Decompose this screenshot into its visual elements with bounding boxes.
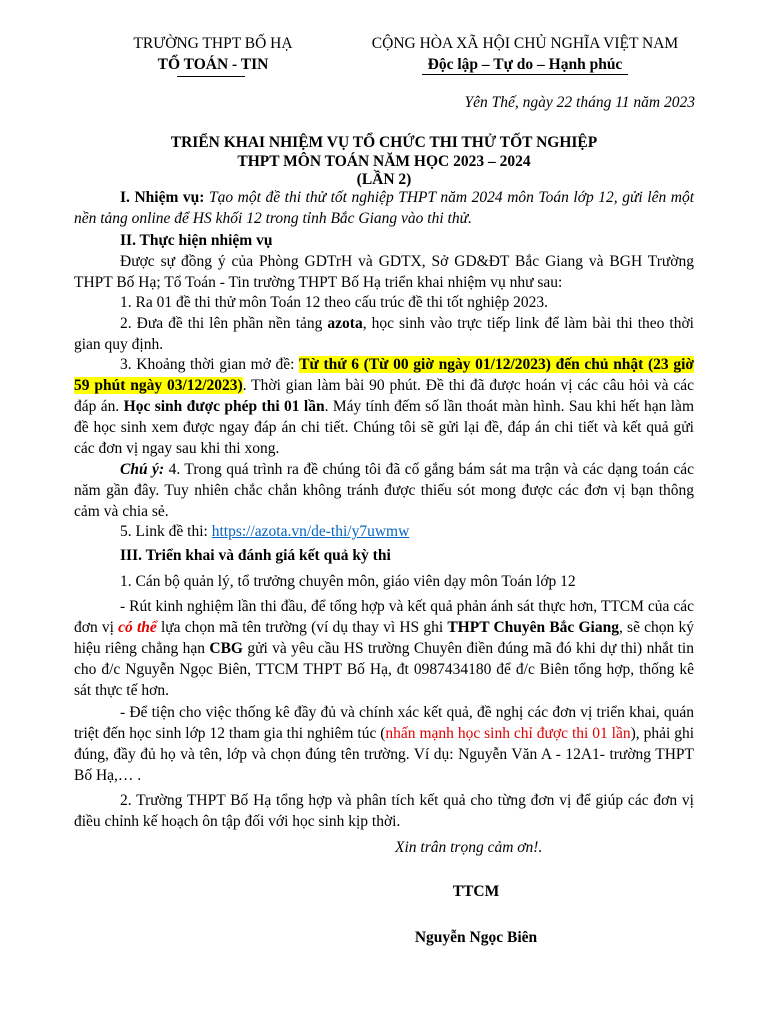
section2-item2: 2. Đưa đề thi lên phần nền tảng azota, học sinh vào trực tiếp link để làm bài thi theo thời gian quy định.: [74, 315, 694, 353]
emphasis-co-the: có thể: [118, 619, 157, 636]
section1-paragraph: [74, 187, 694, 229]
date-line: Yên Thế, ngày 22 tháng 11 năm 2023: [464, 94, 695, 111]
section2-link-line: 5. Link đề thi: https://azota.vn/de-thi/y7uwmw: [120, 523, 410, 540]
section3-paragraph2: - Để tiện cho việc thống kê đầy đủ và chính xác kết quả, đề nghị các đơn vị triển khai, quán triệt đến học sinh lớp 12 tham gia thi nghiêm túc (nhấn mạnh học sinh chỉ được thi 01 lần), phải ghi đúng, đầy đủ họ và tên, lớp và chọn đúng tên trường. Ví dụ: Nguyễn Văn A - 12A1- trường THPT Bố Hạ,… .: [74, 704, 694, 784]
doc-title-line1: TRIỂN KHAI NHIỆM VỤ TỔ CHỨC THI THỬ TỐT NGHIỆP: [170, 134, 598, 151]
department-underline: [177, 76, 245, 77]
section3-paragraph1: - Rút kinh nghiệm lần thi đầu, để tổng hợp và kết quả phản ánh sát thực hơn, TTCM của các đơn vị có thể lựa chọn mã tên trường (ví dụ thay vì HS ghi THPT Chuyên Bắc Giang, sẽ chọn ký hiệu riêng chẳng hạn CBG gửi và yêu cầu HS trường Chuyên điền đúng mã đó khi dự thi) nhắt tin cho đ/c Nguyễn Ngọc Biên, TTCM THPT Bố Hạ, đt 0987434180 để đ/c Biên tổng hợp, thống kê sát thực tế hơn.: [74, 598, 694, 699]
azota-platform: azota: [327, 315, 363, 332]
section2-item3: 3. Khoảng thời gian mở đề: Từ thứ 6 (Từ 00 giờ ngày 01/12/2023) đến chủ nhật (23 giờ 59 phút ngày 03/12/2023). Thời gian làm bài 90 phút. Đề thi đã được hoán vị các câu hỏi và các đáp án. Học sinh được phép thi 01 lần. Máy tính đếm số lần thoát màn hình. Sau khi hết hạn làm đề học sinh xem được ngay đáp án chi tiết. Chúng tôi sẽ gửi lại đề, đáp án chi tiết và kết quả gửi các đơn vị ngay sau khi thi xong.: [74, 356, 694, 457]
section3-item2: 2. Trường THPT Bố Hạ tổng hợp và phân tích kết quả cho từng đơn vị để giúp các đơn vị điều chỉnh kế hoạch ôn tập đối với học sinh kịp thời.: [74, 792, 694, 830]
section2-heading: II. Thực hiện nhiệm vụ: [120, 232, 273, 249]
exam-window-highlight: Từ thứ 6 (Từ 00 giờ ngày 01/12/2023) đến chủ nhật (23 giờ 59 phút ngày 03/12/2023): [74, 356, 694, 394]
thanks-line: Xin trân trọng cảm ơn!.: [395, 839, 543, 856]
section2-intro: Được sự đồng ý của Phòng GDTrH và GDTX, Sở GD&ĐT Bắc Giang và BGH Trường THPT Bố Hạ; Tổ Toán - Tin trường THPT Bố Hạ triển khai nhiệm vụ như sau:: [74, 253, 694, 291]
section3-heading: III. Triển khai và đánh giá kết quả kỳ thi: [120, 547, 391, 564]
signer-name: Nguyễn Ngọc Biên: [414, 929, 538, 946]
emphasis-one-attempt: nhấn mạnh học sinh chỉ được thi 01 lần: [385, 725, 631, 742]
school-name: TRƯỜNG THPT BỐ HẠ: [133, 35, 293, 52]
doc-title-line3: (LẦN 2): [356, 171, 412, 188]
nation-motto: Độc lập – Tự do – Hạnh phúc: [340, 54, 710, 75]
section2-note: Chú ý: 4. Trong quá trình ra đề chúng tôi đã cố gắng bám sát ma trận và các dạng toán các năm gần đây. Tuy nhiên chắc chắn không tránh được thiếu sót mong được các đơn vị bạn thông cảm và chia sẻ.: [74, 461, 695, 520]
section1-text: Tạo một đề thi thử tốt nghiệp THPT năm 2024 môn Toán lớp 12, gửi lên một nền tảng online để HS khối 12 trong tỉnh Bắc Giang vào thi thử.: [74, 189, 695, 227]
section3-item1: 1. Cán bộ quản lý, tổ trưởng chuyên môn, giáo viên dạy môn Toán lớp 12: [120, 573, 576, 590]
one-attempt-rule: Học sinh được phép thi 01 lần: [123, 398, 325, 415]
section1-heading: I. Nhiệm vụ:: [120, 189, 205, 206]
signer-role: TTCM: [452, 883, 500, 900]
exam-link[interactable]: https://azota.vn/de-thi/y7uwmw: [211, 523, 410, 540]
section2-item1: 1. Ra 01 đề thi thử môn Toán 12 theo cấu trúc đề thi tốt nghiệp 2023.: [120, 294, 549, 311]
nation-name: CỘNG HÒA XÃ HỘI CHỦ NGHĨA VIỆT NAM: [371, 35, 679, 52]
department-name: TỔ TOÁN - TIN: [157, 56, 269, 73]
note-label: Chú ý:: [120, 461, 165, 478]
doc-title-line2: THPT MÔN TOÁN NĂM HỌC 2023 – 2024: [237, 153, 531, 170]
